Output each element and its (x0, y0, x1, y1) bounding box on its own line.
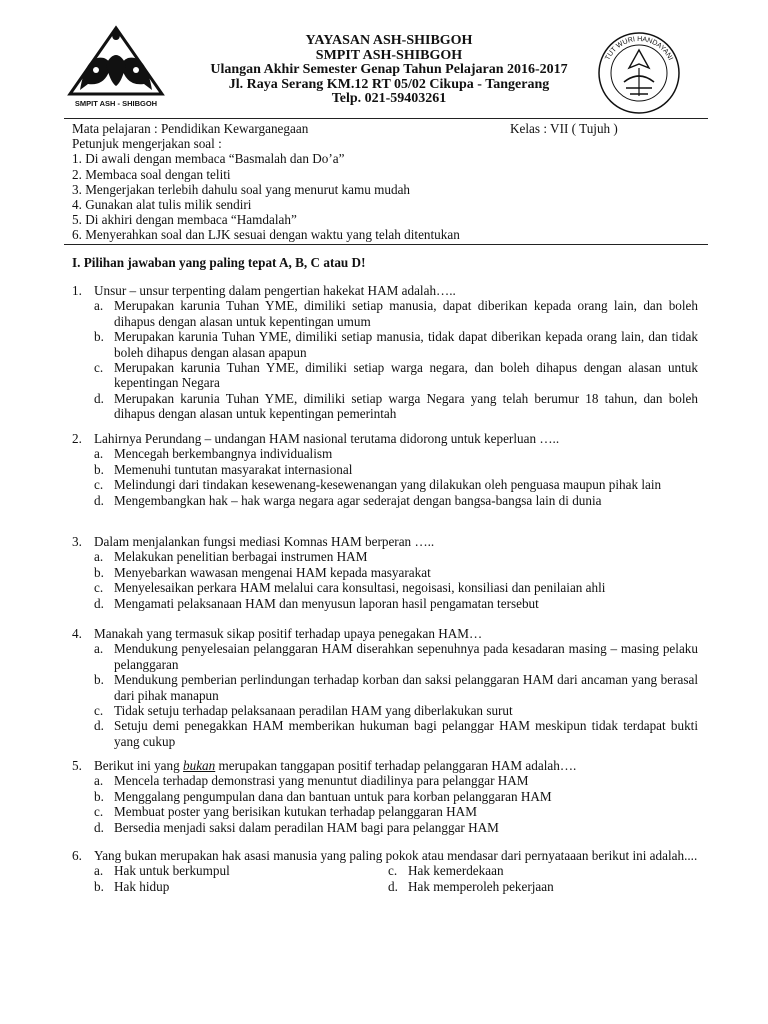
school-name: SMPIT ASH-SHIBGOH (315, 47, 463, 63)
exam-title: Ulangan Akhir Semester Genap Tahun Pelajaran 2016-2017 (210, 62, 568, 78)
option-letter: a. (94, 863, 104, 879)
option-letter: c. (94, 580, 104, 596)
answer-option[interactable] (94, 596, 698, 611)
option-letter: b. (94, 672, 104, 688)
option-letter: d. (388, 878, 398, 894)
answer-option[interactable] (94, 493, 698, 508)
header-text (184, 34, 594, 107)
tut-wuri-handayani-seal (594, 30, 684, 114)
question-text: Lahirnya Perundang – undangan HAM nasional terutama didorong untuk keperluan ….. (94, 431, 560, 446)
question-text: Yang bukan merupakan hak asasi manusia yang paling pokok atau mendasar dari pernyataaan berikut ini adalah.... (94, 848, 698, 863)
school-logo (66, 24, 166, 110)
option-letter: b. (94, 329, 104, 345)
header-divider (64, 118, 708, 119)
question-number: 6. (72, 848, 82, 863)
option-letter: b. (94, 461, 104, 477)
option-text: Memenuhi tuntutan masyarakat internasional (114, 461, 353, 477)
option-letter: c. (388, 863, 398, 879)
option-text: Merupakan karunia Tuhan YME, dimiliki setiap manusia, tidak dapat diberikan kepada orang lain, dan tidak boleh dihapus dengan alasan apapun (114, 329, 698, 360)
option-letter: a. (94, 641, 104, 657)
option-letter: d. (94, 718, 104, 734)
answer-option[interactable] (94, 820, 698, 835)
instructions-divider (64, 244, 708, 245)
answer-option[interactable] (94, 672, 698, 703)
answer-option[interactable] (94, 360, 698, 391)
option-letter: a. (94, 549, 104, 565)
option-text: Melindungi dari tindakan kesewenang-kesewenangan yang dilakukan oleh penguasa maupun pihak lain (114, 477, 662, 493)
answer-option[interactable] (94, 789, 698, 804)
option-text: Menyebarkan wawasan mengenai HAM kepada masyarakat (114, 564, 431, 580)
option-text: Bersedia menjadi saksi dalam peradilan HAM bagi para pelanggar HAM (114, 819, 499, 835)
option-letter: c. (94, 360, 104, 376)
answer-option[interactable] (94, 879, 388, 894)
seal-caption: TUT WURI HANDAYANI (604, 35, 674, 62)
option-letter: b. (94, 564, 104, 580)
subject-line: Mata pelajaran : Pendidikan Kewarganegaan (72, 121, 309, 136)
option-text: Menyelesaikan perkara HAM melalui cara konsultasi, negoisasi, konsiliasi dan penilaian ahli (114, 580, 606, 596)
answer-option[interactable] (94, 773, 698, 788)
option-text: Mengembangkan hak – hak warga negara agar sederajat dengan bangsa-bangsa lain di dunia (114, 492, 602, 508)
question-4 (72, 626, 698, 749)
logo-caption: SMPIT ASH - SHIBGOH (74, 99, 158, 108)
question-number: 1. (72, 283, 82, 298)
question-number: 5. (72, 758, 82, 773)
option-text: Mendukung penyelesaian pelanggaran HAM diserahkan sepenuhnya pada kesadaran masing – masing pelaku pelanggaran (114, 641, 698, 672)
option-letter: c. (94, 703, 104, 719)
question-text-part: merupakan tanggapan positif terhadap pelanggaran HAM adalah…. (215, 758, 577, 773)
answer-option[interactable] (94, 298, 698, 329)
option-text: Mencegah berkembangnya individualism (114, 446, 333, 462)
question-6 (72, 848, 698, 894)
option-text: Mendukung pemberian perlindungan terhadap korban dan saksi pelanggaran HAM dari ancaman yang berasal dari pihak manapun (114, 672, 698, 703)
instruction-item: 6. Menyerahkan soal dan LJK sesuai dengan waktu yang telah ditentukan (72, 227, 460, 243)
school-phone: Telp. 021-59403261 (331, 91, 447, 107)
option-letter: a. (94, 298, 104, 314)
option-text: Merupakan karunia Tuhan YME, dimiliki setiap warga negara, dan boleh dihapus dengan alasan untuk kepentingan Negara (114, 360, 698, 391)
question-3 (72, 534, 698, 611)
question-text (94, 758, 698, 773)
question-number: 2. (72, 431, 82, 446)
question-5 (72, 758, 698, 835)
answer-option[interactable] (94, 477, 698, 492)
answer-option[interactable] (388, 879, 698, 894)
option-letter: d. (94, 492, 104, 508)
option-text: Melakukan penelitian berbagai instrumen HAM (114, 549, 368, 565)
answer-option[interactable] (94, 565, 698, 580)
answer-option[interactable] (94, 580, 698, 595)
answer-option[interactable] (94, 641, 698, 672)
option-letter: a. (94, 446, 104, 462)
school-header (64, 22, 708, 118)
foundation-name: YAYASAN ASH-SHIBGOH (305, 33, 473, 48)
answer-option[interactable] (94, 391, 698, 422)
question-text: Unsur – unsur terpenting dalam pengertian hakekat HAM adalah….. (94, 283, 456, 298)
answer-option[interactable] (94, 462, 698, 477)
option-text: Merupakan karunia Tuhan YME, dimiliki setiap warga Negara yang telah berumur 18 tahun, dan boleh dihapus dengan alasan untuk kepentingan pemerintah (114, 390, 698, 422)
option-text: Setuju demi penegakkan HAM memberikan hukuman bagi pelanggar HAM meskipun tidak terdapat bukti yang cukup (114, 718, 698, 749)
option-text: Hak kemerdekaan (408, 863, 504, 879)
question-number: 3. (72, 534, 82, 549)
option-letter: d. (94, 390, 104, 406)
answer-option[interactable] (94, 703, 698, 718)
exam-info (72, 121, 712, 243)
answer-option[interactable] (94, 446, 698, 461)
answer-option[interactable] (94, 329, 698, 360)
option-letter: c. (94, 477, 104, 493)
question-number: 4. (72, 626, 82, 641)
option-letter: d. (94, 819, 104, 835)
emphasis-word: bukan (183, 758, 216, 773)
instruction-item: 1. Di awali dengan membaca “Basmalah dan Do’a” (72, 151, 345, 167)
answer-option[interactable] (94, 863, 388, 878)
option-letter: b. (94, 788, 104, 804)
option-text: Mencela terhadap demonstrasi yang menuntut diadilinya para pelanggar HAM (114, 773, 529, 789)
answer-option[interactable] (94, 718, 698, 749)
answer-option[interactable] (94, 549, 698, 564)
option-text: Mengamati pelaksanaan HAM dan menyusun laporan hasil pengamatan tersebut (114, 595, 539, 611)
option-letter: b. (94, 878, 104, 894)
option-text: Hak hidup (114, 878, 170, 894)
option-text: Hak untuk berkumpul (114, 863, 230, 879)
instruction-item: 4. Gunakan alat tulis milik sendiri (72, 197, 252, 213)
option-text: Menggalang pengumpulan dana dan bantuan untuk para korban pelanggaran HAM (114, 788, 552, 804)
question-1 (72, 283, 698, 422)
option-letter: c. (94, 804, 104, 820)
instruction-item: 2. Membaca soal dengan teliti (72, 166, 231, 182)
option-text: Merupakan karunia Tuhan YME, dimiliki setiap manusia, dapat diberikan kepada orang lain, dan boleh dihapus dengan alasan untuk kepentingan umum (114, 298, 698, 329)
instructions-title: Petunjuk mengerjakan soal : (72, 136, 222, 152)
answer-option[interactable] (94, 804, 698, 819)
class-line: Kelas : VII ( Tujuh ) (510, 121, 618, 136)
instruction-item: 3. Mengerjakan terlebih dahulu soal yang menurut kamu mudah (72, 181, 411, 197)
option-letter: d. (94, 595, 104, 611)
question-text: Manakah yang termasuk sikap positif terhadap upaya penegakan HAM… (94, 626, 483, 641)
option-text: Hak memperoleh pekerjaan (408, 878, 554, 894)
options-grid (94, 863, 698, 894)
answer-option[interactable] (388, 863, 698, 878)
question-text: Dalam menjalankan fungsi mediasi Komnas HAM berperan ….. (94, 534, 435, 549)
question-text-part: Berikut ini yang (94, 758, 184, 773)
instruction-item: 5. Di akhiri dengan membaca “Hamdalah” (72, 212, 297, 228)
option-text: Membuat poster yang berisikan kutukan terhadap pelanggaran HAM (114, 804, 477, 820)
section-title: I. Pilihan jawaban yang paling tepat A, B, C atau D! (72, 255, 366, 270)
school-address: Jl. Raya Serang KM.12 RT 05/02 Cikupa - Tangerang (228, 76, 550, 92)
question-2 (72, 431, 698, 508)
option-text: Tidak setuju terhadap pelaksanaan peradilan HAM yang diberlakukan surut (114, 703, 513, 719)
option-letter: a. (94, 773, 104, 789)
